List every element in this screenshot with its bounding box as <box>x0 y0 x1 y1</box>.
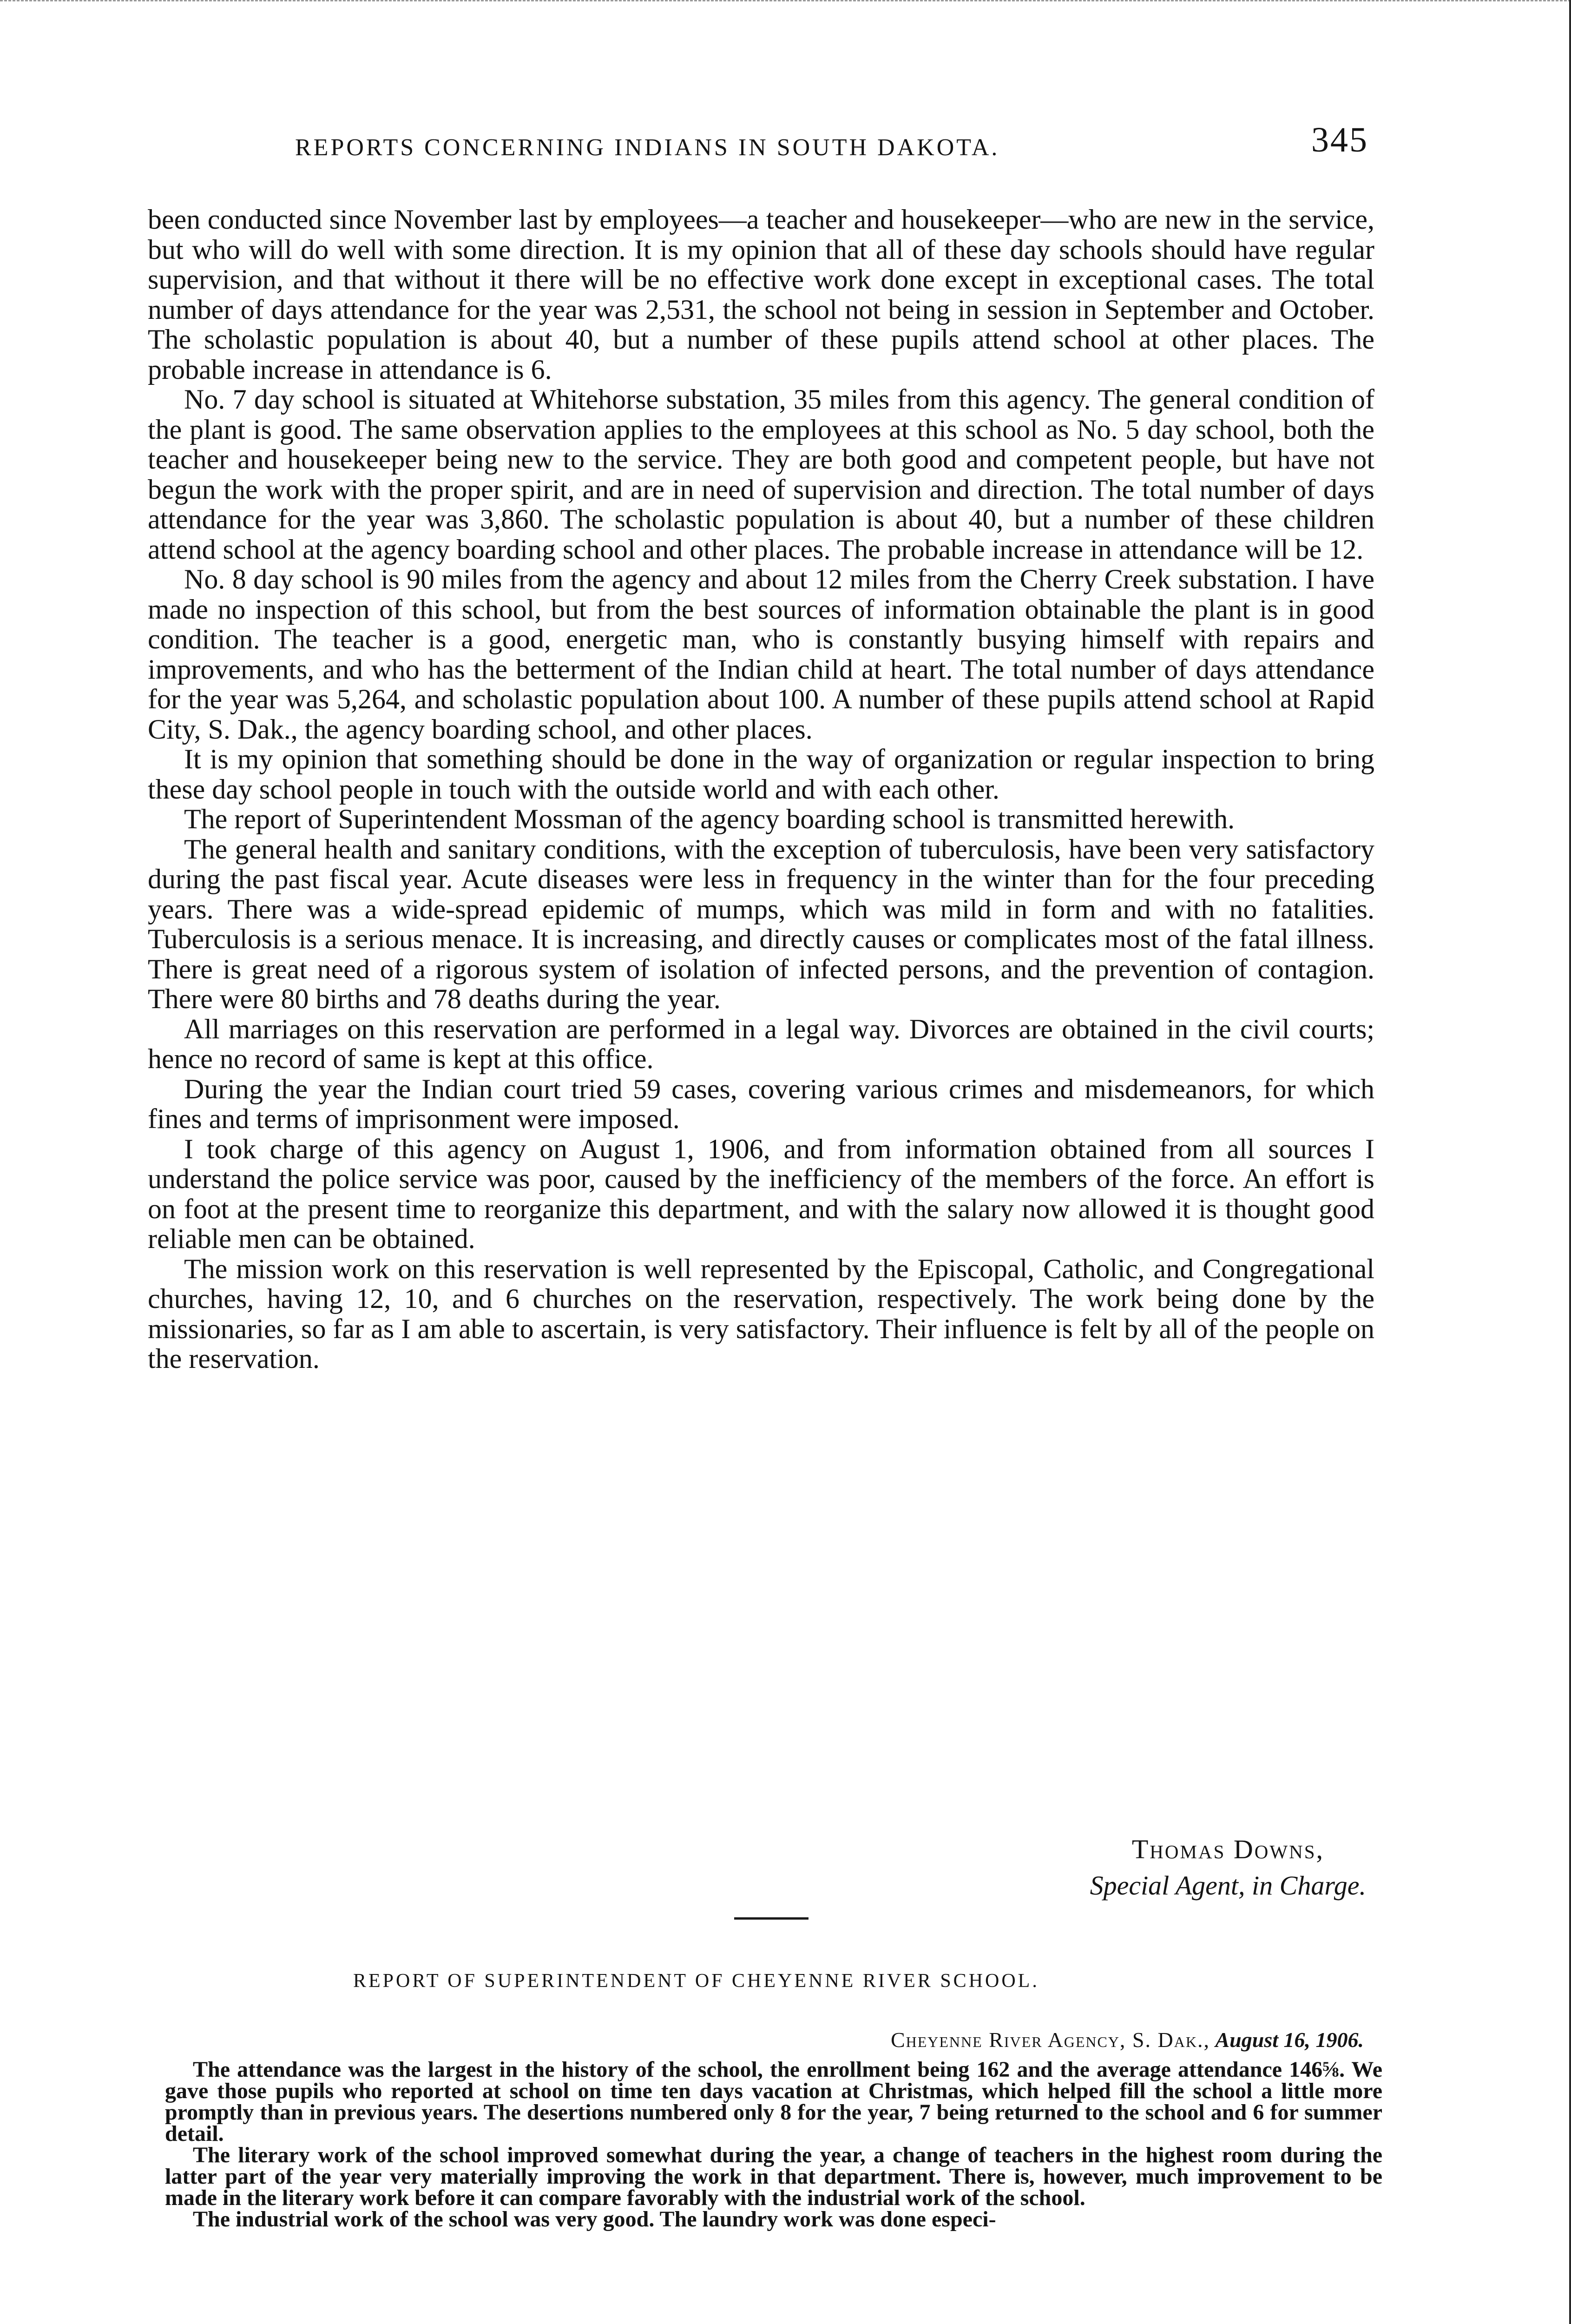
body-paragraph: It is my opinion that something should be done in the way of organization or regular inspection to bring these day school people in touch with the outside world and with each other. <box>148 744 1374 805</box>
body-text <box>148 205 1374 1374</box>
signature-name: Thomas Downs, <box>1131 1834 1324 1864</box>
body-paragraph: I took charge of this agency on August 1, 1906, and from information obtained from all sources I understand the police service was poor, caused by the inefficiency of the members of the force. An effort is on foot at the present time to reorganize this department, and with the salary now allowed it is thought good reliable men can be obtained. <box>148 1133 1374 1254</box>
report-heading: REPORT OF SUPERINTENDENT OF CHEYENNE RIVER SCHOOL. <box>353 1970 1039 1992</box>
report-text <box>165 2059 1382 2230</box>
dateline-date: August 16, 1906. <box>1215 2028 1364 2052</box>
body-paragraph: The mission work on this reservation is well represented by the Episcopal, Catholic, and Congregational churches, having 12, 10, and 6 churches on the reservation, respectively. The work being done by the missionaries, so far as I am able to ascertain, is very satisfactory. Their influence is felt by all of the people on the reservation. <box>148 1253 1374 1374</box>
body-paragraph: No. 8 day school is 90 miles from the agency and about 12 miles from the Cherry Creek substation. I have made no inspection of this school, but from the best sources of information obtainable the plant is in good condition. The teacher is a good, energetic man, who is constantly busying himself with repairs and improvements, and who has the betterment of the Indian child at heart. The total number of days attendance for the year was 5,264, and scholastic population about 100. A number of these pupils attend school at Rapid City, S. Dak., the agency boarding school, and other places. <box>148 564 1374 745</box>
scan-edge-top <box>0 0 1571 4</box>
signature-block <box>929 1831 1366 1904</box>
report-paragraph: The attendance was the largest in the history of the school, the enrollment being 162 and the average attendance 146⅝. We gave those pupils who reported at school on time ten days vacation at Christmas, which helped fill the school a little more promptly than in previous years. The desertions numbered only 8 for the year, 7 being returned to the school and 6 for summer detail. <box>165 2057 1382 2146</box>
report-paragraph: The industrial work of the school was very good. The laundry work was done especi- <box>193 2207 996 2232</box>
body-paragraph: been conducted since November last by employees—a teacher and housekeeper—who are new in the service, but who will do well with some direction. It is my opinion that all of these day schools should have regular supervision, and that without it there will be no effective work done except in exceptional cases. The total number of days attendance for the year was 2,531, the school not being in session in September and October. The scholastic population is about 40, but a number of these pupils attend school at other places. The probable increase in attendance is 6. <box>148 204 1374 385</box>
report-paragraph: The literary work of the school improved somewhat during the year, a change of teachers in the highest room during the latter part of the year very materially improving the work in that department. There is, however, much improvement to be made in the literary work before it can compare favorably with the industrial work of the school. <box>165 2143 1382 2210</box>
body-paragraph: The general health and sanitary conditions, with the exception of tuberculosis, have been very satisfactory during the past fiscal year. Acute diseases were less in frequency in the winter than for the four preceding years. There was a wide-spread epidemic of mumps, which was mild in form and with no fatalities. Tuberculosis is a serious menace. It is increasing, and directly causes or complicates most of the fatal illness. There is great need of a rigorous system of isolation of infected persons, and the prevention of contagion. There were 80 births and 78 deaths during the year. <box>148 833 1374 1014</box>
body-paragraph: All marriages on this reservation are performed in a legal way. Divorces are obtained in the civil courts; hence no record of same is kept at this office. <box>148 1013 1374 1074</box>
body-paragraph: During the year the Indian court tried 59 cases, covering various crimes and misdemeanors, for which fines and terms of imprisonment were imposed. <box>148 1073 1374 1134</box>
page-header <box>276 120 1378 176</box>
page-number: 345 <box>1311 120 1368 159</box>
body-paragraph: The report of Superintendent Mossman of the agency boarding school is transmitted herewith. <box>184 804 1235 834</box>
section-divider <box>734 1917 809 1920</box>
body-paragraph: No. 7 day school is situated at Whitehorse substation, 35 miles from this agency. The general condition of the plant is good. The same observation applies to the employees at this school as No. 5 day school, both the teacher and housekeeper being new to the service. They are both good and competent people, but have not begun the work with the proper spirit, and are in need of supervision and direction. The total number of days attendance for the year was 3,860. The scholastic population is about 40, but a number of these children attend school at the agency boarding school and other places. The probable increase in attendance will be 12. <box>148 384 1374 565</box>
running-head: REPORTS CONCERNING INDIANS IN SOUTH DAKOTA. <box>295 134 1000 161</box>
signature-title: Special Agent, in Charge. <box>1090 1870 1366 1901</box>
report-dateline <box>667 2027 1364 2052</box>
dateline-place: Cheyenne River Agency, S. Dak., <box>890 2028 1210 2052</box>
scan-edge-right <box>1569 0 1571 2324</box>
